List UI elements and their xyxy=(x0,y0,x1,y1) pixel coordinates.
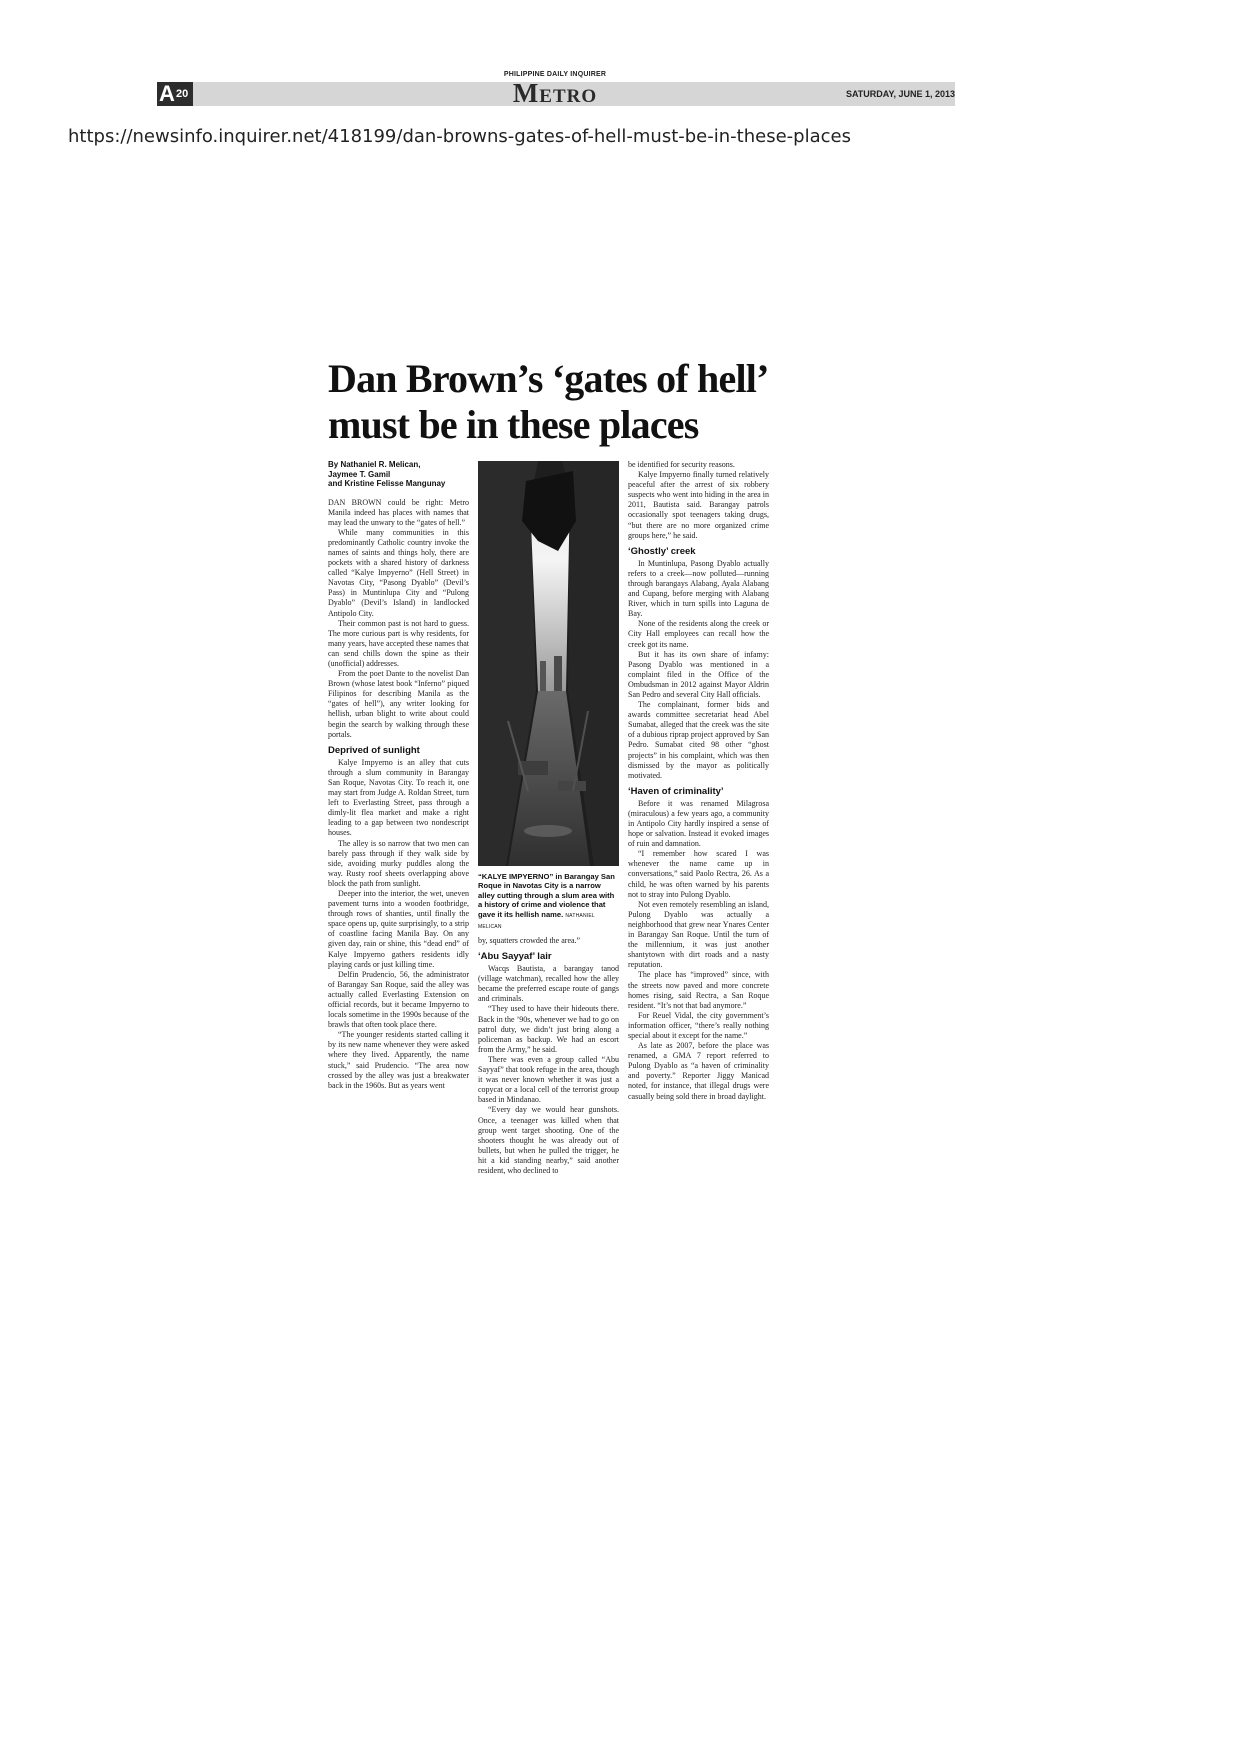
paragraph: The complainant, former bids and awards committee secretariat head Abel Sumabat, alleged that the creek was the site of a dubious riprap project approved by San Pedro. Sumabat cited 98 other “ghost projects” in his complaint, which was then dismissed by the mayor as politically motivated. xyxy=(628,700,769,780)
article-column-3 xyxy=(628,460,769,1102)
paragraph: by, squatters crowded the area.” xyxy=(478,936,581,945)
article-column-1 xyxy=(328,460,469,1091)
paragraph: Kalye Impyerno finally turned relatively peaceful after the arrest of six robbery suspects who went into hiding in the area in 2011, Bautista said. Barangay patrols occasionally spot teenagers taking drugs, “but there are no more organized crime groups here,” he said. xyxy=(628,470,769,540)
paragraph: Not even remotely resembling an island, Pulong Dyablo was actually a neighborhood that grew near Ynares Center in Barangay San Roque. Until the turn of the millennium, it was just another shantytown with dirt roads and a nasty reputation. xyxy=(628,899,769,970)
subhead: ‘Haven of criminality’ xyxy=(628,785,724,797)
paragraph: From the poet Dante to the novelist Dan Brown (whose latest book “Inferno” piqued Filipinos for describing Manila as the “gates of hell”), any writer looking for hellish, urban blight to write about could begin the search by walking through these portals. xyxy=(328,669,469,739)
paragraph: “The younger residents started calling it by its new name whenever they were asked where they lived. Apparently, the name stuck,” said Prudencio. “The area now crossed by the alley was just a breakwater back in the 1960s. But as years went xyxy=(328,1030,469,1090)
paragraph: Before it was renamed Milagrosa (miraculous) a few years ago, a community in Antipolo City hardly inspired a sense of hope or salvation. Instead it evoked images of ruin and damnation. xyxy=(628,798,769,849)
paragraph: Their common past is not hard to guess. The more curious part is why residents, for many years, have accepted these names that can send chills down the spine as their (unofficial) addresses. xyxy=(328,618,469,668)
issue-date: SATURDAY, JUNE 1, 2013 xyxy=(845,89,955,99)
page-number-badge xyxy=(157,82,193,106)
paragraph: None of the residents along the creek or City Hall employees can recall how the creek got its name. xyxy=(628,619,769,649)
paragraph: As late as 2007, before the place was renamed, a GMA 7 report referred to Pulong Dyablo as “a haven of criminality and poverty.” Reporter Jiggy Manicad noted, for instance, that illegal drugs were casually being sold there in broad daylight. xyxy=(628,1041,769,1101)
article-column-2 xyxy=(478,936,619,1176)
paragraph: The alley is so narrow that two men can barely pass through if they walk side by side, avoiding murky puddles along the way. Rusty roof sheets overlapping above block the path from sunlight. xyxy=(328,838,469,888)
paragraph: While many communities in this predominantly Catholic country invoke the names of saints and things holy, there are pockets with a shared history of darkness called “Kalye Impyerno” (Hell Street) in Navotas City, “Pasong Dyablo” (Devil’s Pass) in Muntinlupa City and “Pulong Dyablo” (Devil’s Island) in landlocked Antipolo City. xyxy=(328,527,469,618)
article-photo xyxy=(478,461,619,866)
byline-line: By Nathaniel R. Melican, xyxy=(328,460,421,469)
byline-line: and Kristine Felisse Mangunay xyxy=(328,479,446,488)
paragraph: But it has its own share of infamy: Pasong Dyablo was mentioned in a complaint filed in the Office of the Ombudsman in 2012 against Mayor Aldrin San Pedro and several City Hall officials. xyxy=(628,649,769,699)
paragraph: For Reuel Vidal, the city government’s information officer, “there’s really nothing special about it except for the name.” xyxy=(628,1010,769,1040)
photo-credit: NATHANIEL MELICAN xyxy=(478,912,595,931)
subhead: ‘Ghostly’ creek xyxy=(628,545,696,557)
page-letter: A xyxy=(159,81,175,106)
paragraph: In Muntinlupa, Pasong Dyablo actually refers to a creek—now polluted—running through barangays Alabang, Ayala Alabang and Cupang, before merging with Alabang River, which in turn spills into Laguna de Bay. xyxy=(628,558,769,619)
paragraph: “I remember how scared I was whenever the name came up in conversations,” said Paolo Rectra, 26. As a child, he was often warned by his parents not to stray into Pulong Dyablo. xyxy=(628,849,769,899)
subhead: ‘Abu Sayyaf’ lair xyxy=(478,951,552,963)
paragraph: There was even a group called “Abu Sayyaf” that took refuge in the area, though it was never known whether it was just a copycat or a local cell of the terrorist group based in Mindanao. xyxy=(478,1054,619,1105)
alley-photo-image xyxy=(478,461,619,866)
paragraph: Deeper into the interior, the wet, uneven pavement turns into a wooden footbridge, through rows of shanties, until finally the space opens up, quite surprisingly, to a strip of coastline facing Manila Bay. On any given day, rain or shine, this “dead end” of Kalye Impyerno gathers residents idly playing cards or just killing time. xyxy=(328,888,469,969)
byline xyxy=(328,460,469,489)
section-title: Metro xyxy=(512,78,598,108)
paragraph: “They used to have their hideouts there. Back in the ’90s, whenever we had to go on patrol duty, we didn’t just bring along a policeman as backup. We had an escort from the Army,” he said. xyxy=(478,1004,619,1054)
paragraph: Delfin Prudencio, 56, the administrator of Barangay San Roque, said the alley was actually called Everlasting Extension on official records, but it became Impyerno to locals sometime in the 1990s because of the brawls that often took place there. xyxy=(328,969,469,1030)
page-number: 20 xyxy=(176,88,189,100)
byline-line: Jaymee T. Gamil xyxy=(328,469,391,479)
subhead: Deprived of sunlight xyxy=(328,744,420,756)
article-headline: Dan Brown’s ‘gates of hell’ must be in these places xyxy=(328,356,766,447)
caption-text: “KALYE IMPYERNO” in Barangay San Roque in Navotas City is a narrow alley cutting through a slum area with a history of crime and violence that gave it its hellish name. xyxy=(478,872,615,919)
paragraph: “Every day we would hear gunshots. Once, a teenager was killed when that group went target shooting. One of the shooters thought he was already out of bullets, but when he pulled the trigger, he hit a kid standing nearby,” said another resident, who declined to xyxy=(478,1105,619,1175)
paragraph: Kalye Impyerno is an alley that cuts through a slum community in Barangay San Roque, Navotas City. To reach it, one may start from Judge A. Roldan Street, turn left to Everlasting Street, pass through a dimly-lit flea market and make a right leading to a gap between two nondescript houses. xyxy=(328,757,469,838)
paragraph: DAN BROWN could be right: Metro Manila indeed has places with names that may lead the unwary to the “gates of hell.” xyxy=(328,497,469,527)
newspaper-masthead: PHILIPPINE DAILY INQUIRER xyxy=(503,71,607,78)
paragraph: Wacqs Bautista, a barangay tanod (village watchman), recalled how the alley became the preferred escape route of gangs and criminals. xyxy=(478,964,619,1004)
paragraph: The place has “improved” since, with the streets now paved and more concrete homes rising, said Rectra, a San Roque resident. “It’s not that bad anymore.” xyxy=(628,970,769,1010)
source-url: https://newsinfo.inquirer.net/418199/dan-browns-gates-of-hell-must-be-in-these-places xyxy=(68,126,851,147)
paragraph: be identified for security reasons. xyxy=(628,460,735,469)
photo-caption xyxy=(478,872,619,932)
